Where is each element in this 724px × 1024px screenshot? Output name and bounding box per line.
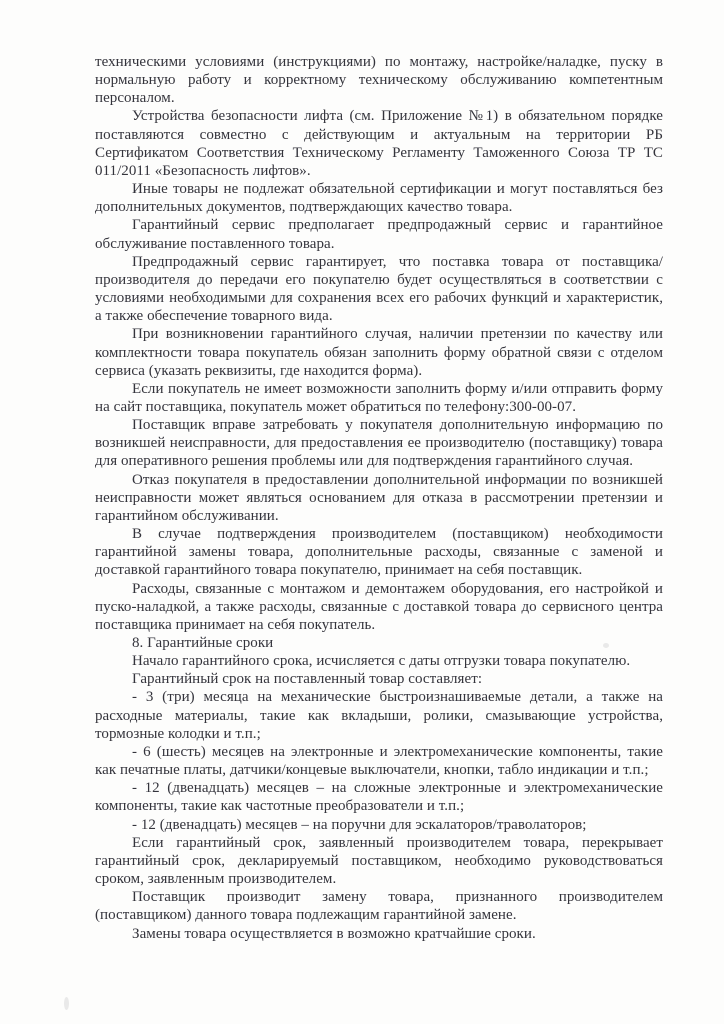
paragraph-warranty-service: Гарантийный сервис предполагает предпродажный сервис и гарантийное обслуживание поставленного товара. — [95, 217, 663, 252]
paragraph-other-goods: Иные товары не подлежат обязательной сертификации и могут поставляться без дополнительных документов, подтверждающих качество товара. — [95, 181, 663, 216]
paragraph-continuation: техническими условиями (инструкциями) по монтажу, настройке/наладке, пуску в нормальную работу и корректному техническому обслуживанию компетентным персоналом. — [95, 54, 663, 107]
section-heading-warranty-periods: 8. Гарантийные сроки — [132, 635, 274, 651]
paragraph-warranty-case: При возникновении гарантийного случая, наличии претензии по качеству или комплектности товара покупатель обязан заполнить форму обратной связи с отделом сервиса (указать реквизиты, где находится форма). — [95, 326, 663, 379]
list-item-6-months: - 6 (шесть) месяцев на электронные и электромеханические компоненты, такие как печатные платы, датчики/концевые выключатели, кнопки, табло индикации и т.п.; — [95, 743, 663, 779]
paragraph-replacement-by-supplier: Поставщик производит замену товара, признанного производителем (поставщиком) данного товара подлежащим гарантийной замене. — [95, 889, 663, 924]
list-item-12-months-electronics: - 12 (двенадцать) месяцев – на сложные электронные и электромеханические компоненты, такие как частотные преобразователи и т.п.; — [95, 780, 663, 815]
paragraph-presale-service: Предпродажный сервис гарантирует, что поставка товара от поставщика/производителя до передачи его покупателю будет осуществляться в соответствии с условиями необходимыми для сохранения всех его рабочих функций и характеристик, а также обеспечение товарного вида. — [95, 253, 663, 325]
paragraph-replacement-costs-supplier: В случае подтверждения производителем (поставщиком) необходимости гарантийной замены товара, дополнительные расходы, связанные с заменой и доставкой гарантийного товара покупателю, принимает на себя поставщик. — [95, 526, 663, 579]
paragraph-refusal-info: Отказ покупателя в предоставлении дополнительной информации по возникшей неисправности может являться основанием для отказа в рассмотрении претензии и гарантийном обслуживании. — [95, 471, 663, 524]
paragraph-warranty-start: Начало гарантийного срока, исчисляется с даты отгрузки товара покупателю. — [132, 653, 631, 670]
paragraph-costs-buyer: Расходы, связанные с монтажом и демонтажем оборудования, его настройкой и пуско-наладкой, а также расходы, связанные с доставкой товара до сервисного центра поставщика принимает на себя покупатель. — [95, 580, 663, 633]
paragraph-safety-devices: Устройства безопасности лифта (см. Приложение №1) в обязательном порядке поставляются совместно с действующим и актуальным на территории РБ Сертификатом Соответствия Техническому Регламенту Таможенного Союза ТР ТС 011/2011 «Безопасность лифтов». — [95, 108, 663, 179]
paragraph-warranty-period-intro: Гарантийный срок на поставленный товар составляет: — [132, 671, 483, 688]
list-item-12-months-handrails: - 12 (двенадцать) месяцев – на поручни для эскалаторов/траволаторов; — [132, 816, 587, 833]
paragraph-replacement-timing: Замены товара осуществляется в возможно кратчайшие сроки. — [132, 925, 536, 942]
list-item-3-months: - 3 (три) месяца на механические быстроизнашиваемые детали, а также на расходные материалы, такие как вкладыши, ролики, смазывающие устройства, тормозные колодки и т.п.; — [95, 689, 663, 742]
paragraph-manufacturer-period-priority: Если гарантийный срок, заявленный производителем товара, перекрывает гарантийный срок, декларируемый поставщиком, необходимо руководствоваться сроком, заявленным производителем. — [95, 834, 663, 888]
scan-artifact — [603, 643, 609, 648]
scan-artifact — [64, 997, 69, 1010]
paragraph-supplier-request-info: Поставщик вправе затребовать у покупателя дополнительную информацию по возникшей неисправности, для предоставления ее производителю (поставщику) товара для оперативного решения проблемы или для подтверждения гарантийного случая. — [95, 417, 663, 470]
paragraph-phone-contact: Если покупатель не имеет возможности заполнить форму и/или отправить форму на сайт поставщика, покупатель может обратиться по телефону:300-00-07. — [95, 380, 663, 415]
document-text-block — [95, 53, 663, 943]
